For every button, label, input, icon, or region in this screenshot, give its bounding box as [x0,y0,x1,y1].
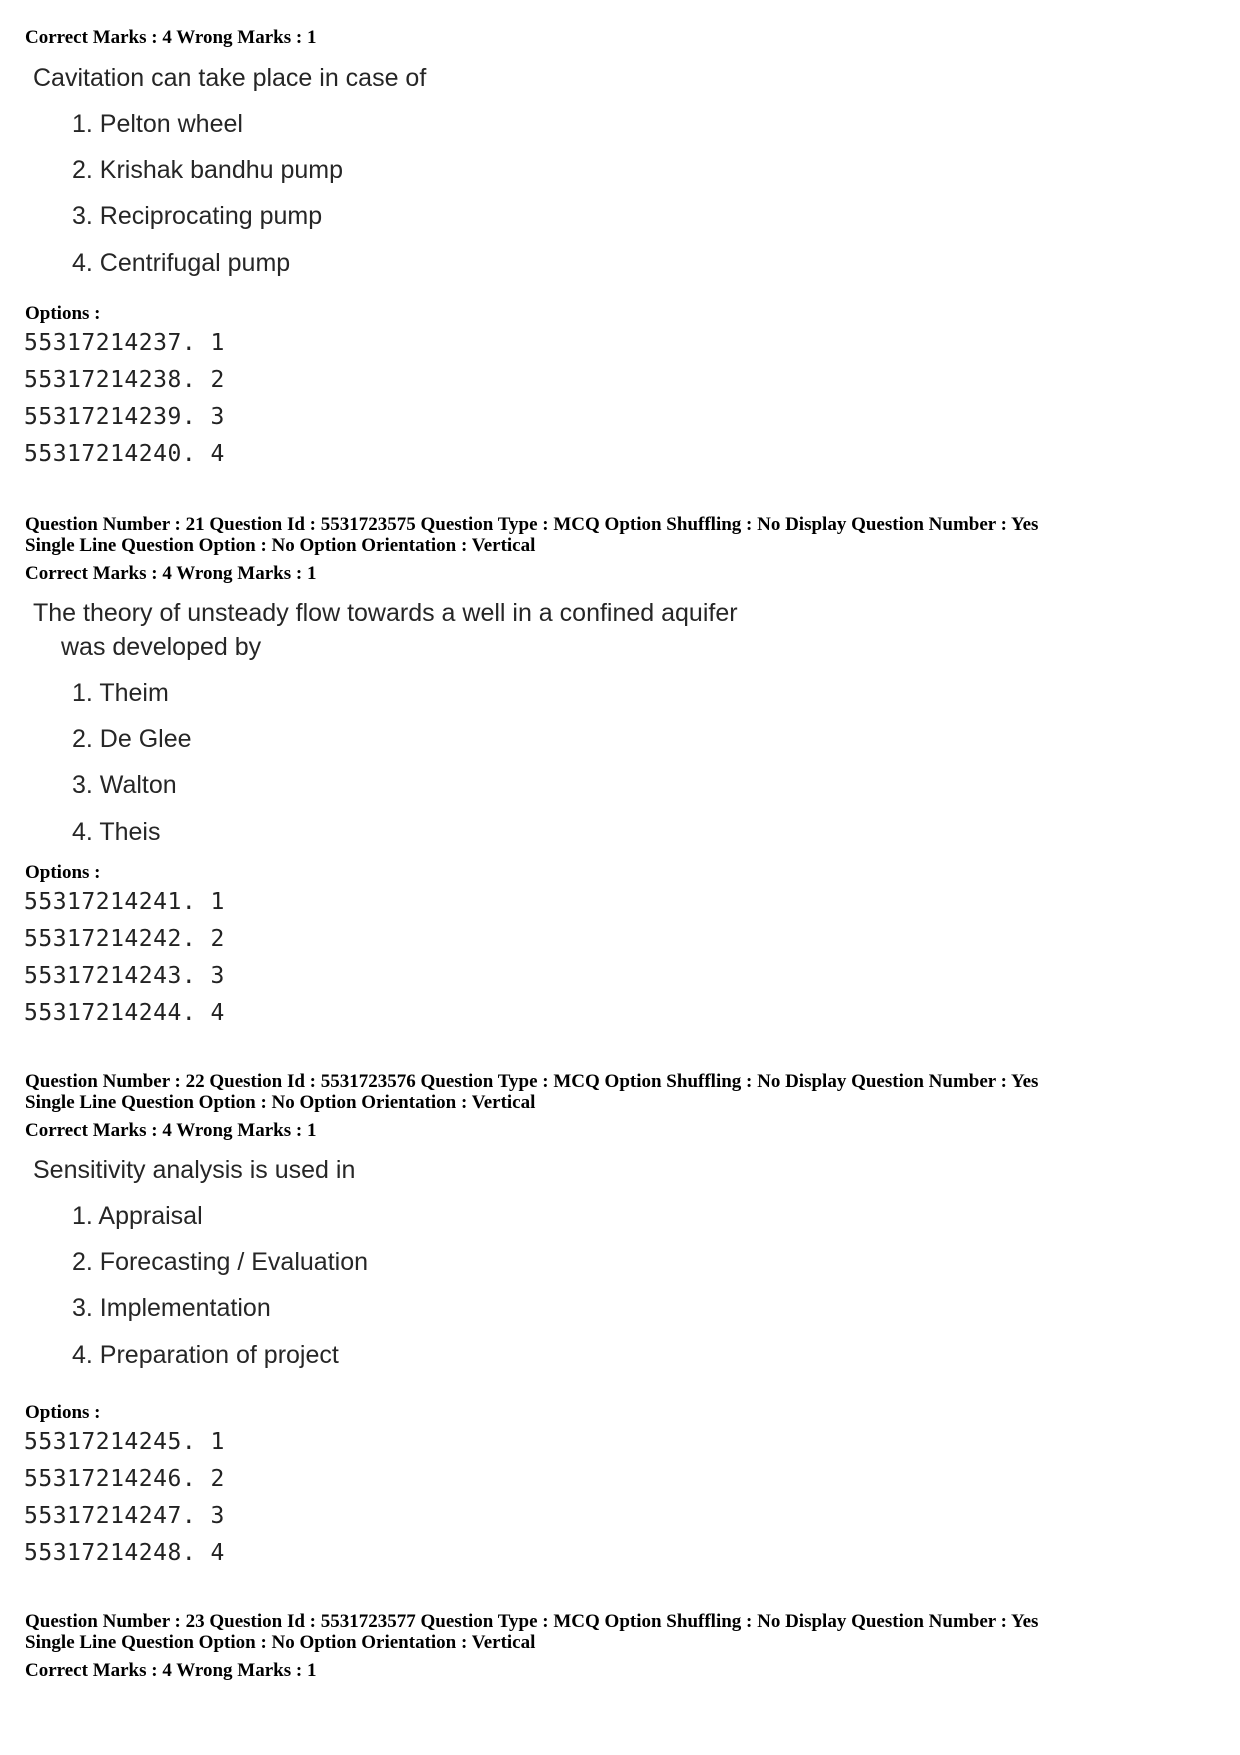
q21-choice-2: 2. De Glee [72,725,192,753]
q22-options-label: Options : [25,1402,101,1423]
q22-option-3: 55317214247. 3 [24,1503,225,1529]
q20-option-1: 55317214237. 1 [24,330,225,356]
q22-option-1: 55317214245. 1 [24,1429,225,1455]
q21-option-1: 55317214241. 1 [24,889,225,915]
q22-option-4: 55317214248. 4 [24,1540,225,1566]
q20-options-label: Options : [25,303,101,324]
q20-choice-1: 1. Pelton wheel [72,110,243,138]
q21-question-text-line1: The theory of unsteady flow towards a well in a confined aquifer [33,599,738,627]
q22-header-line1: Question Number : 22 Question Id : 5531723576 Question Type : MCQ Option Shuffling : No Display Question Number : Yes [25,1071,1039,1092]
q21-question-text-line2: was developed by [61,633,262,661]
q21-option-2: 55317214242. 2 [24,926,225,952]
q20-option-2: 55317214238. 2 [24,367,225,393]
q21-option-4: 55317214244. 4 [24,1000,225,1026]
q21-choice-1: 1. Theim [72,679,169,707]
q20-choice-2: 2. Krishak bandhu pump [72,156,344,184]
q20-option-4: 55317214240. 4 [24,441,225,467]
q21-header-line1: Question Number : 21 Question Id : 5531723575 Question Type : MCQ Option Shuffling : No Display Question Number : Yes [25,514,1039,535]
q23-header-line1: Question Number : 23 Question Id : 5531723577 Question Type : MCQ Option Shuffling : No Display Question Number : Yes [25,1611,1039,1632]
q23-marks: Correct Marks : 4 Wrong Marks : 1 [25,1660,317,1681]
q20-question-text: Cavitation can take place in case of [33,64,427,92]
q22-question-text: Sensitivity analysis is used in [33,1156,356,1184]
q22-choice-4: 4. Preparation of project [72,1341,339,1369]
q21-option-3: 55317214243. 3 [24,963,225,989]
q20-marks: Correct Marks : 4 Wrong Marks : 1 [25,27,317,48]
q22-choice-2: 2. Forecasting / Evaluation [72,1248,368,1276]
q22-option-2: 55317214246. 2 [24,1466,225,1492]
q20-option-3: 55317214239. 3 [24,404,225,430]
q21-marks: Correct Marks : 4 Wrong Marks : 1 [25,563,317,584]
q22-marks: Correct Marks : 4 Wrong Marks : 1 [25,1120,317,1141]
q20-choice-3: 3. Reciprocating pump [72,202,323,230]
q21-choice-3: 3. Walton [72,771,177,799]
q21-header-line2: Single Line Question Option : No Option Orientation : Vertical [25,535,536,556]
q21-choice-4: 4. Theis [72,818,161,846]
q23-header-line2: Single Line Question Option : No Option Orientation : Vertical [25,1632,536,1653]
q20-choice-4: 4. Centrifugal pump [72,249,291,277]
q22-choice-1: 1. Appraisal [72,1202,203,1230]
q22-header-line2: Single Line Question Option : No Option Orientation : Vertical [25,1092,536,1113]
q21-options-label: Options : [25,862,101,883]
q22-choice-3: 3. Implementation [72,1294,271,1322]
